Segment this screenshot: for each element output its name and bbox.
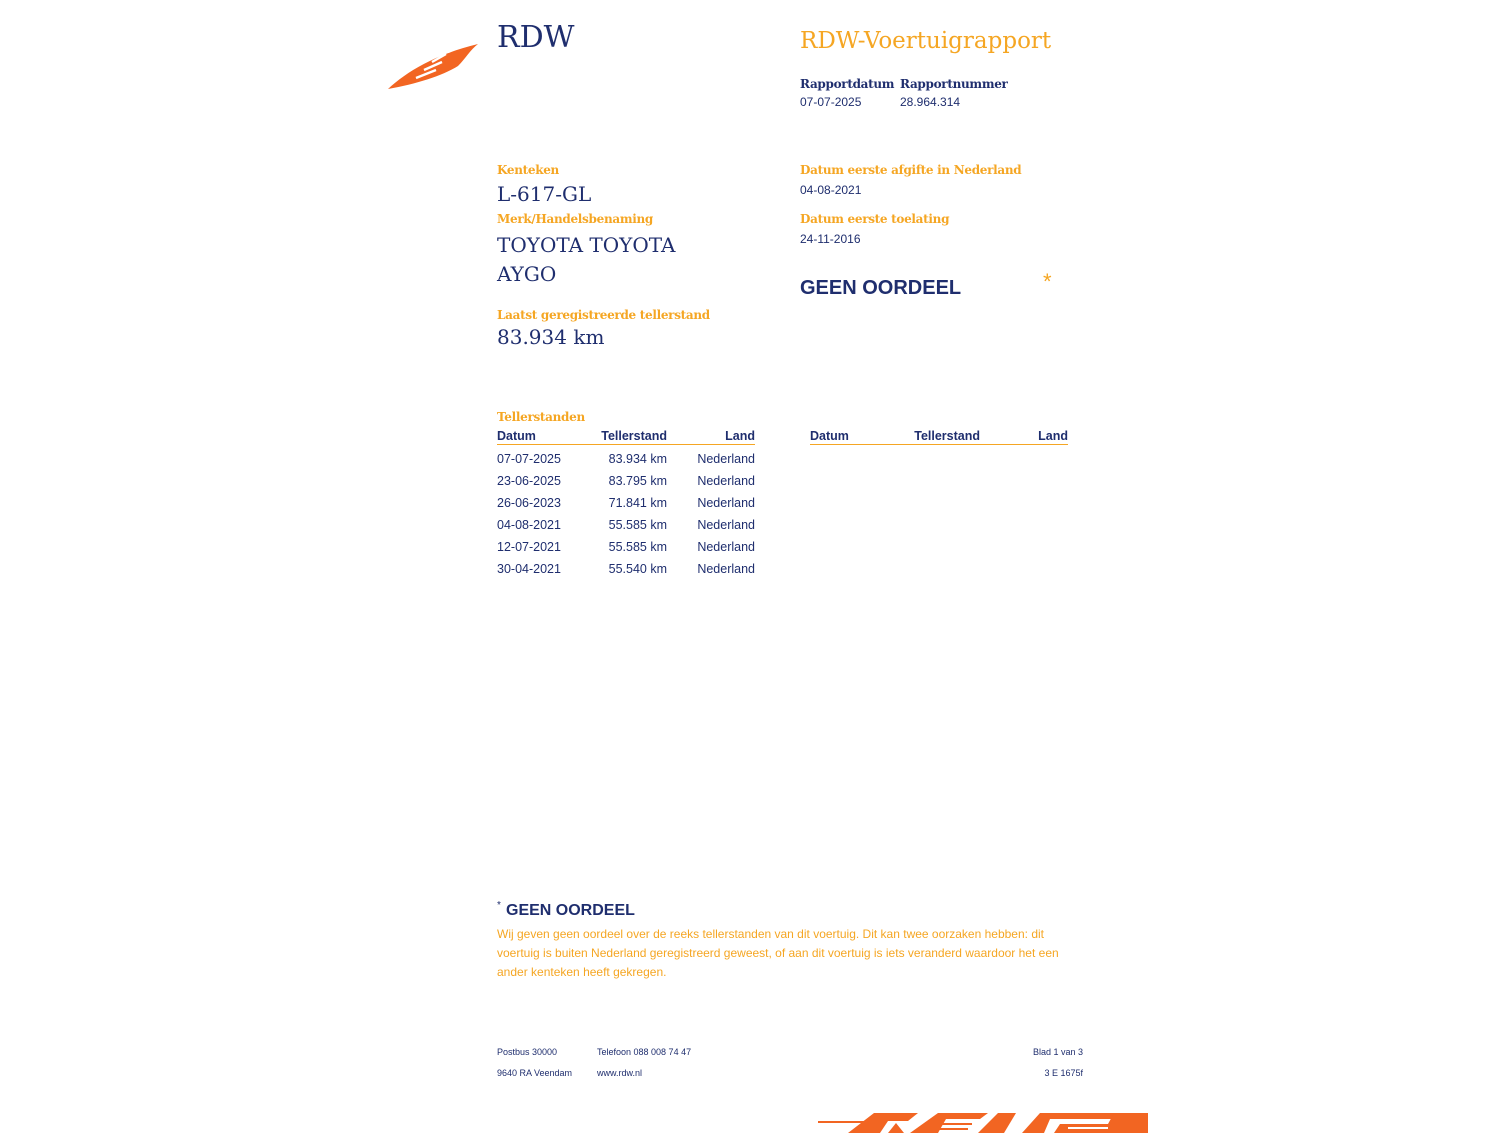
- footer-stripes-graphic: [818, 1108, 1148, 1133]
- cell-datum: 07-07-2025: [497, 452, 561, 466]
- table-row: [497, 496, 755, 518]
- footer-telefoon: Telefoon 088 008 74 47: [597, 1047, 692, 1057]
- cell-tellerstand: 83.934 km: [608, 452, 667, 466]
- cell-datum: 12-07-2021: [497, 540, 561, 554]
- cell-land: Nederland: [697, 452, 755, 466]
- table-rows: [497, 452, 755, 584]
- report-title: RDW-Voertuigrapport: [800, 28, 1052, 54]
- cell-datum: 30-04-2021: [497, 562, 561, 576]
- note-heading: [497, 900, 635, 920]
- cell-datum: 04-08-2021: [497, 518, 561, 532]
- rdw-logo: [386, 40, 482, 92]
- kenteken-label: Kenteken: [497, 163, 559, 177]
- note-line: ander kenteken heeft gekregen.: [497, 965, 667, 979]
- footer-city: 9640 RA Veendam: [497, 1068, 573, 1078]
- table-row: [497, 452, 755, 474]
- cell-tellerstand: 55.585 km: [608, 518, 667, 532]
- table-row: [497, 474, 755, 496]
- table-header-left: [497, 429, 755, 445]
- table-row: [497, 518, 755, 540]
- header-tellerstand: Tellerstand: [601, 429, 667, 443]
- cell-land: Nederland: [697, 474, 755, 488]
- rapportdatum-label: Rapportdatum: [800, 77, 895, 91]
- verdict: GEEN OORDEEL: [800, 277, 962, 299]
- note-title: GEEN OORDEEL: [506, 902, 635, 919]
- merk-value-line1: TOYOTA TOYOTA: [497, 233, 676, 257]
- header-land: Land: [725, 429, 755, 443]
- header-datum: Datum: [497, 429, 536, 443]
- toelating-value: 24-11-2016: [800, 232, 861, 246]
- rapportnummer-value: 28.964.314: [900, 95, 961, 109]
- table-row: [497, 540, 755, 562]
- verdict-asterisk: *: [1043, 269, 1052, 294]
- teller-value: 83.934 km: [497, 325, 605, 349]
- cell-tellerstand: 55.540 km: [608, 562, 667, 576]
- footer-page: Blad 1 van 3: [1032, 1047, 1083, 1057]
- header-datum-right: Datum: [810, 429, 849, 443]
- afgifte-label: Datum eerste afgifte in Nederland: [800, 163, 1022, 177]
- cell-land: Nederland: [697, 518, 755, 532]
- header-tellerstand-right: Tellerstand: [914, 429, 980, 443]
- teller-label: Laatst geregistreerde tellerstand: [497, 308, 710, 322]
- cell-datum: 26-06-2023: [497, 496, 561, 510]
- table-row: [497, 562, 755, 584]
- footer-code: 3 E 1675f: [1044, 1068, 1083, 1078]
- merk-value-line2: AYGO: [497, 262, 557, 286]
- table-header-right: [810, 429, 1068, 445]
- tellerstanden-title: Tellerstanden: [497, 410, 585, 424]
- note-line: Wij geven geen oordeel over de reeks tellerstanden van dit voertuig. Dit kan twee oorzaken hebben: dit: [497, 927, 1044, 941]
- afgifte-value: 04-08-2021: [800, 183, 862, 197]
- footer-web[interactable]: www.rdw.nl: [597, 1068, 643, 1078]
- cell-datum: 23-06-2025: [497, 474, 561, 488]
- note-text: [497, 925, 1097, 982]
- note-line: voertuig is buiten Nederland geregistreerd geweest, of aan dit voertuig is iets veranderd waardoor het een: [497, 946, 1059, 960]
- kenteken-value: L-617-GL: [497, 182, 592, 206]
- cell-land: Nederland: [697, 540, 755, 554]
- cell-tellerstand: 83.795 km: [608, 474, 667, 488]
- note-asterisk: *: [497, 900, 501, 911]
- cell-tellerstand: 55.585 km: [608, 540, 667, 554]
- header-land-right: Land: [1038, 429, 1068, 443]
- footer-postbus: Postbus 30000: [497, 1047, 558, 1057]
- merk-label: Merk/Handelsbenaming: [497, 212, 654, 226]
- toelating-label: Datum eerste toelating: [800, 212, 950, 226]
- org-name: RDW: [497, 20, 575, 55]
- cell-tellerstand: 71.841 km: [608, 496, 667, 510]
- rapportdatum-value: 07-07-2025: [800, 95, 862, 109]
- cell-land: Nederland: [697, 562, 755, 576]
- rapportnummer-label: Rapportnummer: [900, 77, 1008, 91]
- cell-land: Nederland: [697, 496, 755, 510]
